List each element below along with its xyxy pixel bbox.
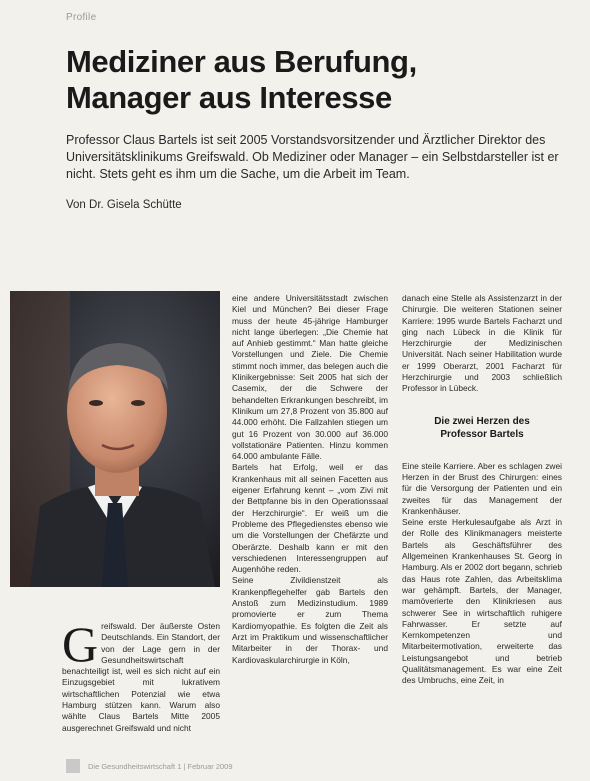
col1-text: reifswald. Der äußerste Osten Deutschlands. Ein Standort, der von der Lage gern in der Gesundheitswirtschaft benachteiligt ist, weil es sich nicht auf ein Einzugsgebiet mit lukrativem wirtschaftlichen Potenzial wie etwa Hamburg stützen kann. Warum also wählte Claus Bartels Mitte 2005 ausgerechnet Greifswald und nicht xyxy=(62,621,220,733)
text-column-3 xyxy=(402,293,562,749)
col3-paragraph-1: danach eine Stelle als Assistenzarzt in der Chirurgie. Die weiteren Stationen seiner Karriere: 1995 wurde Bartels Facharzt und ging nach Lübeck in die Klinik für Herzchirurgie der Medizinischen Universität. Nach seiner Habilitation wurde er 1999 Oberarzt, 2001 Facharzt für Herzchirurgie und 2003 schließlich Professor in Lübeck. xyxy=(402,293,562,394)
col2-paragraph-2: Bartels hat Erfolg, weil er das Krankenhaus mit all seinen Facetten aus eigener Erfahrung kennt – „vom Zivi mit der Bettpfanne bis in den Operationssaal der Herzchirurgie“. Er weiß um die Probleme des Pflegedienstes ebenso wie um die Vorstellungen der Chefärzte und Oberärzte. Deshalb kann er mit den verschiedenen Interessengruppen auf Augenhöhe reden. xyxy=(232,462,388,575)
subheading xyxy=(402,415,562,441)
section-label: Profile xyxy=(66,12,97,23)
drop-cap: G xyxy=(62,621,99,672)
portrait-illustration xyxy=(10,291,220,587)
text-column-1 xyxy=(62,621,220,749)
subheading-line-1: Die zwei Herzen des xyxy=(434,415,530,427)
headline xyxy=(66,44,546,116)
col3-paragraph-2: Eine steile Karriere. Aber es schlagen zwei Herzen in der Brust des Chirurgen: eines für die Versorgung der Patienten und ein zweites für das Management der Krankenhäuser. xyxy=(402,460,562,516)
lead-paragraph: Professor Claus Bartels ist seit 2005 Vorstandsvorsitzender und Ärztlicher Direktor des Universitätsklinikums Greifswald. Ob Mediziner oder Manager – ein Selbstdarsteller ist er nicht. Stets geht es ihm um die Sache, um die Arbeit im Team. xyxy=(66,133,559,181)
byline: Von Dr. Gisela Schütte xyxy=(66,199,182,211)
col3-paragraph-3: Seine erste Herkulesaufgabe als Arzt in der Rolle des Klinikmanagers meisterte Bartels als Geschäftsführer des Allgemeinen Krankenhauses St. Georg in Hamburg. Als er 2002 dort begann, schrieb das Haus rote Zahlen, das Arbeitsklima war gehämpft. Bartels, der Manager, mamöverierte den Klinikriesen aus schwerer See in wirtschaftlich ruhigere Fahrwasser. Er setzte auf Kernkompetenzen und Mitarbeitermotivation, erweiterte das Leistungsangebot und betrieb Qualitätsmanagement. Es war eine Zeit des Umbruchs, eine Zeit, in xyxy=(402,517,562,686)
portrait-photo xyxy=(10,291,220,587)
col2-paragraph-3: Seine Zivildienstzeit als Krankenpflegehelfer gab Bartels den Anstoß zum Medizinstudium. 1989 promovierte er zum Thema Kardiomyopathie. Es folgten die Zeit als Arzt im Praktikum und wissenschaftlicher Mitarbeiter in der Thorax- und Kardiovaskularchirurgie in Köln, xyxy=(232,575,388,665)
text-column-2 xyxy=(232,293,388,749)
headline-line-2: Manager aus Interesse xyxy=(66,80,392,115)
page-number-box xyxy=(66,759,80,773)
col2-paragraph-1: eine andere Universitätsstadt zwischen Kiel und München? Bei dieser Frage muss der heute 45-jährige Hamburger nicht lange überlegen: „Die Chemie hat auf Anhieb gestimmt.“ Man hatte gleiche Vorstellungen und Ziele. Die Chemie stimmt noch immer, das belegen auch die Klinikergebnisse: Seit 2005 hat sich der Casemix, der die Schwere der behandelten Erkrankungen beschreibt, im Klinikum um 27,8 Prozent von 35.800 auf 44.000 erhöht. Die Fallzahlen stiegen um gut 16 Prozent von 30.000 auf 36.000 vollstationäre Patienten. Hinzu kommen 64.000 ambulante Fälle. xyxy=(232,293,388,462)
headline-line-1: Mediziner aus Berufung, xyxy=(66,44,417,79)
subheading-line-2: Professor Bartels xyxy=(440,428,524,440)
footer-text: Die Gesundheitswirtschaft 1 | Februar 2009 xyxy=(88,762,233,771)
